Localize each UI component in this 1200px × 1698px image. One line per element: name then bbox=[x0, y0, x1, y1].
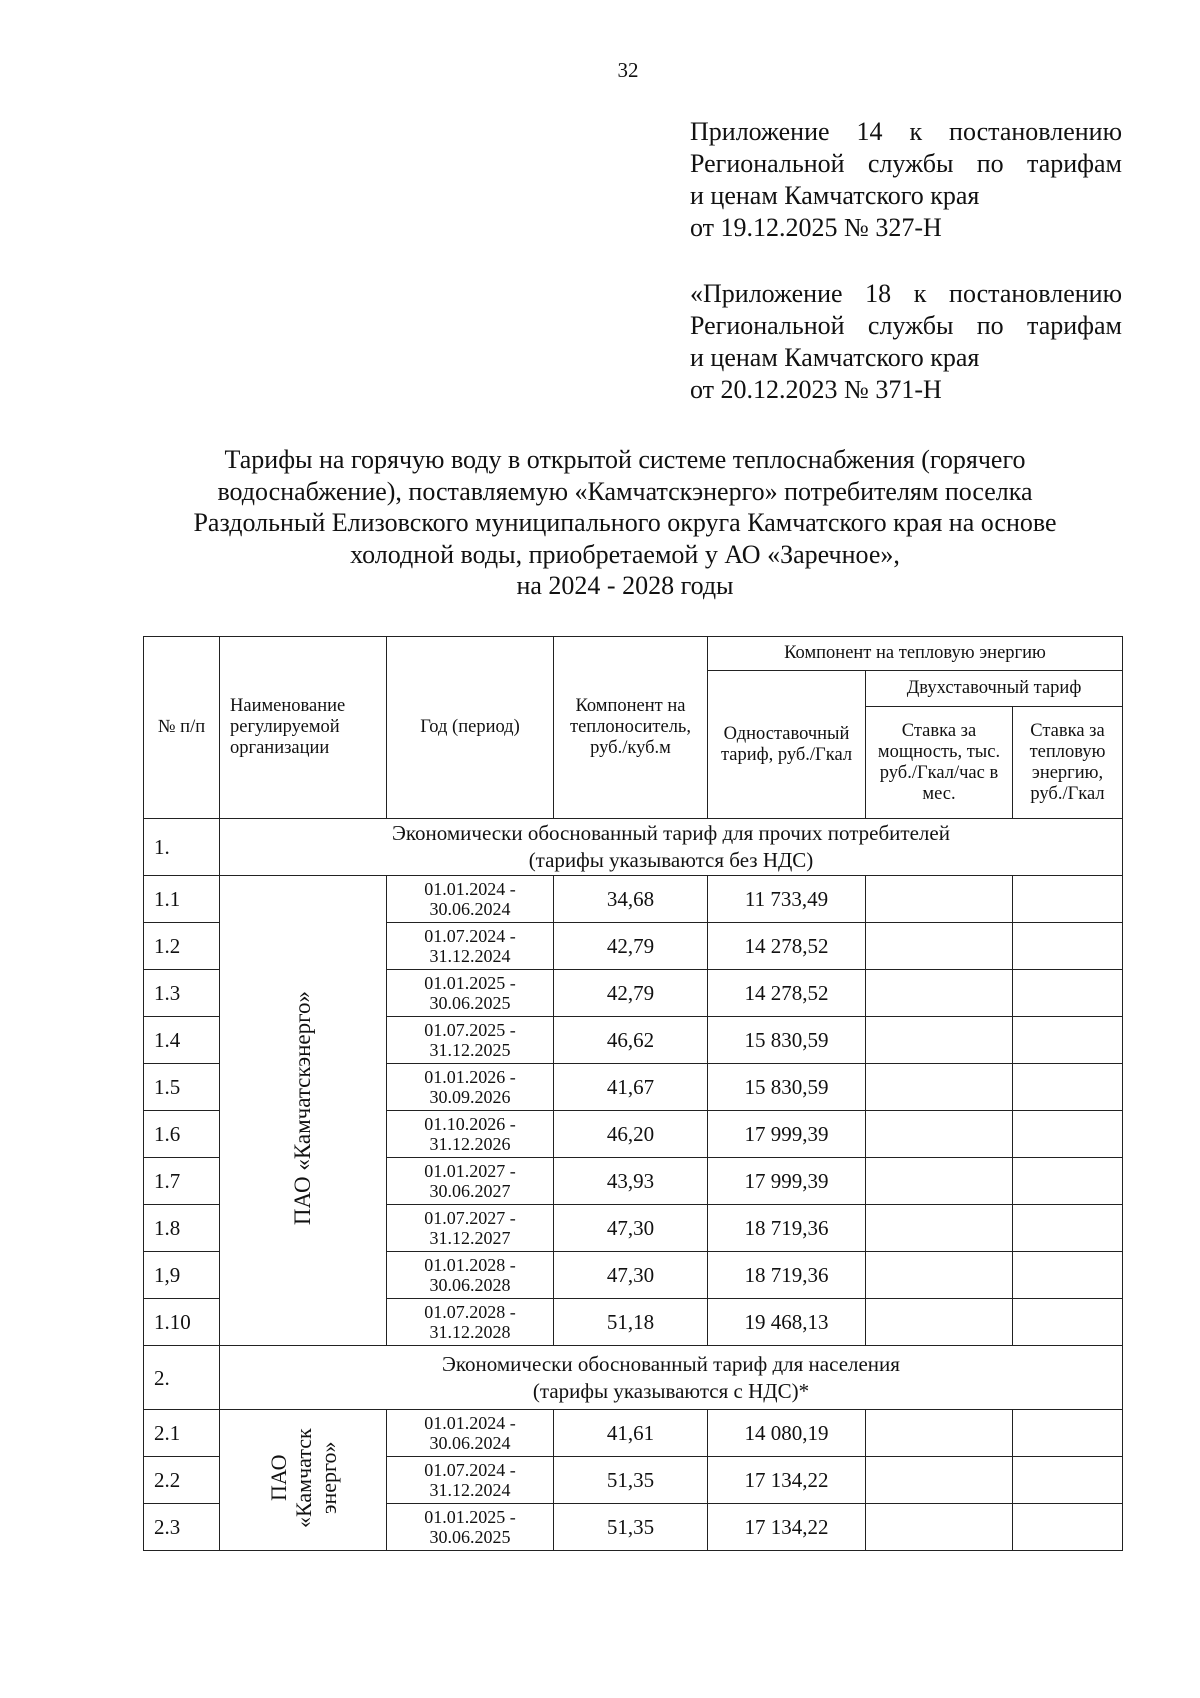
coolant-value: 41,67 bbox=[554, 1064, 708, 1111]
period-from: 01.07.2024 - bbox=[424, 1460, 516, 1480]
capacity-rate-value bbox=[866, 1504, 1013, 1551]
period-to: 31.12.2027 bbox=[429, 1228, 511, 1248]
section-subtitle-text: (тарифы указываются с НДС)* bbox=[532, 1378, 810, 1403]
coolant-value: 34,68 bbox=[554, 876, 708, 923]
header-num: № п/п bbox=[144, 637, 220, 819]
coolant-value: 51,35 bbox=[554, 1504, 708, 1551]
period-to: 30.06.2025 bbox=[429, 993, 511, 1013]
energy-rate-value bbox=[1013, 1064, 1123, 1111]
coolant-value: 41,61 bbox=[554, 1410, 708, 1457]
energy-rate-value bbox=[1013, 876, 1123, 923]
energy-rate-value bbox=[1013, 1410, 1123, 1457]
energy-rate-value bbox=[1013, 1017, 1123, 1064]
period-cell bbox=[387, 1504, 554, 1551]
capacity-rate-value bbox=[866, 1457, 1013, 1504]
header-heat-energy-component: Компонент на тепловую энергию bbox=[708, 637, 1123, 671]
energy-rate-value bbox=[1013, 1457, 1123, 1504]
section-number: 2. bbox=[144, 1346, 220, 1410]
energy-rate-value bbox=[1013, 1111, 1123, 1158]
period-cell bbox=[387, 876, 554, 923]
period-from: 01.01.2025 - bbox=[424, 973, 516, 993]
period-from: 01.01.2024 - bbox=[424, 1413, 516, 1433]
coolant-value: 42,79 bbox=[554, 923, 708, 970]
period-cell bbox=[387, 1252, 554, 1299]
period-cell bbox=[387, 1158, 554, 1205]
capacity-rate-value bbox=[866, 1158, 1013, 1205]
appendix-current-line: Приложение 14 к постановлению bbox=[690, 117, 1122, 146]
appendix-original-line: от 20.12.2023 № 371-Н bbox=[690, 375, 942, 404]
row-number: 1.4 bbox=[144, 1017, 220, 1064]
period-to: 31.12.2025 bbox=[429, 1040, 511, 1060]
organization-name: ПАО «Камчатск энерго» bbox=[265, 1427, 341, 1528]
period-to: 31.12.2026 bbox=[429, 1134, 511, 1154]
period-to: 30.06.2025 bbox=[429, 1527, 511, 1547]
period-cell bbox=[387, 1064, 554, 1111]
header-organization: Наименование регулируемой организации bbox=[220, 637, 387, 819]
period-to: 31.12.2024 bbox=[429, 1480, 511, 1500]
energy-rate-value bbox=[1013, 1252, 1123, 1299]
period-cell bbox=[387, 1457, 554, 1504]
row-number: 1.2 bbox=[144, 923, 220, 970]
coolant-value: 51,35 bbox=[554, 1457, 708, 1504]
period-cell bbox=[387, 1299, 554, 1346]
period-to: 30.06.2024 bbox=[429, 1433, 511, 1453]
period-from: 01.01.2027 - bbox=[424, 1161, 516, 1181]
row-number: 1,9 bbox=[144, 1252, 220, 1299]
appendix-current-line: и ценам Камчатского края bbox=[690, 181, 980, 210]
coolant-value: 47,30 bbox=[554, 1252, 708, 1299]
single-rate-value: 17 134,22 bbox=[708, 1504, 866, 1551]
appendix-original-reference bbox=[690, 278, 1122, 406]
row-number: 1.10 bbox=[144, 1299, 220, 1346]
document-title bbox=[130, 444, 1120, 602]
single-rate-value: 18 719,36 bbox=[708, 1252, 866, 1299]
period-from: 01.01.2026 - bbox=[424, 1067, 516, 1087]
coolant-value: 51,18 bbox=[554, 1299, 708, 1346]
table-row bbox=[144, 876, 1123, 923]
header-capacity-rate: Ставка за мощность, тыс. руб./Гкал/час в мес. bbox=[866, 707, 1013, 819]
period-cell bbox=[387, 1017, 554, 1064]
section-title-text: Экономически обоснованный тариф для населения bbox=[442, 1351, 900, 1376]
appendix-current-line: Региональной службы по тарифам bbox=[690, 149, 1122, 178]
period-cell bbox=[387, 1205, 554, 1252]
energy-rate-value bbox=[1013, 1299, 1123, 1346]
section-title bbox=[220, 1346, 1123, 1410]
single-rate-value: 17 999,39 bbox=[708, 1158, 866, 1205]
single-rate-value: 17 999,39 bbox=[708, 1111, 866, 1158]
table-row bbox=[144, 1410, 1123, 1457]
single-rate-value: 17 134,22 bbox=[708, 1457, 866, 1504]
period-cell bbox=[387, 923, 554, 970]
period-to: 30.06.2024 bbox=[429, 899, 511, 919]
row-number: 2.2 bbox=[144, 1457, 220, 1504]
single-rate-value: 19 468,13 bbox=[708, 1299, 866, 1346]
period-cell bbox=[387, 1410, 554, 1457]
title-line: Тарифы на горячую воду в открытой системе теплоснабжения (горячего bbox=[224, 445, 1026, 474]
row-number: 2.1 bbox=[144, 1410, 220, 1457]
period-to: 30.06.2028 bbox=[429, 1275, 511, 1295]
energy-rate-value bbox=[1013, 1205, 1123, 1252]
capacity-rate-value bbox=[866, 1252, 1013, 1299]
header-single-rate: Одноставочный тариф, руб./Гкал bbox=[708, 671, 866, 819]
period-to: 30.09.2026 bbox=[429, 1087, 511, 1107]
period-from: 01.01.2025 - bbox=[424, 1507, 516, 1527]
coolant-value: 42,79 bbox=[554, 970, 708, 1017]
energy-rate-value bbox=[1013, 1504, 1123, 1551]
header-coolant-component: Компонент на теплоноситель, руб./куб.м bbox=[554, 637, 708, 819]
coolant-value: 43,93 bbox=[554, 1158, 708, 1205]
period-from: 01.01.2028 - bbox=[424, 1255, 516, 1275]
single-rate-value: 15 830,59 bbox=[708, 1064, 866, 1111]
period-to: 30.06.2027 bbox=[429, 1181, 511, 1201]
energy-rate-value bbox=[1013, 923, 1123, 970]
title-line: водоснабжение), поставляемую «Камчатскэнерго» потребителям поселка bbox=[217, 476, 1033, 506]
section-title bbox=[220, 819, 1123, 876]
appendix-original-line: Региональной службы по тарифам bbox=[690, 311, 1122, 340]
period-from: 01.07.2028 - bbox=[424, 1302, 516, 1322]
capacity-rate-value bbox=[866, 970, 1013, 1017]
row-number: 1.7 bbox=[144, 1158, 220, 1205]
appendix-original-line: и ценам Камчатского края bbox=[690, 343, 980, 372]
header-period: Год (период) bbox=[387, 637, 554, 819]
section-row bbox=[144, 819, 1123, 876]
row-number: 1.3 bbox=[144, 970, 220, 1017]
coolant-value: 46,62 bbox=[554, 1017, 708, 1064]
section-row bbox=[144, 1346, 1123, 1410]
appendix-current-reference bbox=[690, 116, 1122, 244]
period-to: 31.12.2024 bbox=[429, 946, 511, 966]
period-from: 01.07.2025 - bbox=[424, 1020, 516, 1040]
capacity-rate-value bbox=[866, 876, 1013, 923]
single-rate-value: 18 719,36 bbox=[708, 1205, 866, 1252]
period-from: 01.07.2024 - bbox=[424, 926, 516, 946]
row-number: 1.5 bbox=[144, 1064, 220, 1111]
coolant-value: 47,30 bbox=[554, 1205, 708, 1252]
section-subtitle-text: (тарифы указываются без НДС) bbox=[528, 848, 814, 872]
capacity-rate-value bbox=[866, 1299, 1013, 1346]
capacity-rate-value bbox=[866, 1111, 1013, 1158]
section-number: 1. bbox=[144, 819, 220, 876]
capacity-rate-value bbox=[866, 1410, 1013, 1457]
title-line: холодной воды, приобретаемой у АО «Заречное», bbox=[350, 539, 900, 569]
row-number: 2.3 bbox=[144, 1504, 220, 1551]
organization-name: ПАО «Камчатскэнерго» bbox=[290, 990, 315, 1226]
organization-cell bbox=[220, 1410, 387, 1551]
single-rate-value: 11 733,49 bbox=[708, 876, 866, 923]
single-rate-value: 14 278,52 bbox=[708, 970, 866, 1017]
capacity-rate-value bbox=[866, 923, 1013, 970]
coolant-value: 46,20 bbox=[554, 1111, 708, 1158]
single-rate-value: 15 830,59 bbox=[708, 1017, 866, 1064]
period-cell bbox=[387, 1111, 554, 1158]
title-line: на 2024 - 2028 годы bbox=[516, 571, 734, 600]
energy-rate-value bbox=[1013, 1158, 1123, 1205]
single-rate-value: 14 278,52 bbox=[708, 923, 866, 970]
energy-rate-value bbox=[1013, 970, 1123, 1017]
appendix-current-line: от 19.12.2025 № 327-Н bbox=[690, 213, 942, 242]
tariff-table bbox=[143, 636, 1123, 1551]
row-number: 1.1 bbox=[144, 876, 220, 923]
capacity-rate-value bbox=[866, 1205, 1013, 1252]
capacity-rate-value bbox=[866, 1017, 1013, 1064]
header-two-rate: Двухставочный тариф bbox=[866, 671, 1123, 707]
row-number: 1.8 bbox=[144, 1205, 220, 1252]
section-title-text: Экономически обоснованный тариф для прочих потребителей bbox=[392, 821, 950, 845]
organization-cell bbox=[220, 876, 387, 1346]
period-cell bbox=[387, 970, 554, 1017]
single-rate-value: 14 080,19 bbox=[708, 1410, 866, 1457]
appendix-original-line: «Приложение 18 к постановлению bbox=[690, 279, 1122, 308]
period-from: 01.01.2024 - bbox=[424, 879, 516, 899]
capacity-rate-value bbox=[866, 1064, 1013, 1111]
row-number: 1.6 bbox=[144, 1111, 220, 1158]
period-to: 31.12.2028 bbox=[429, 1322, 511, 1342]
title-line: Раздольный Елизовского муниципального округа Камчатского края на основе bbox=[193, 508, 1057, 537]
period-from: 01.07.2027 - bbox=[424, 1208, 516, 1228]
period-from: 01.10.2026 - bbox=[424, 1114, 516, 1134]
header-energy-rate: Ставка за тепловую энергию, руб./Гкал bbox=[1013, 707, 1123, 819]
page-number: 32 bbox=[617, 58, 639, 82]
